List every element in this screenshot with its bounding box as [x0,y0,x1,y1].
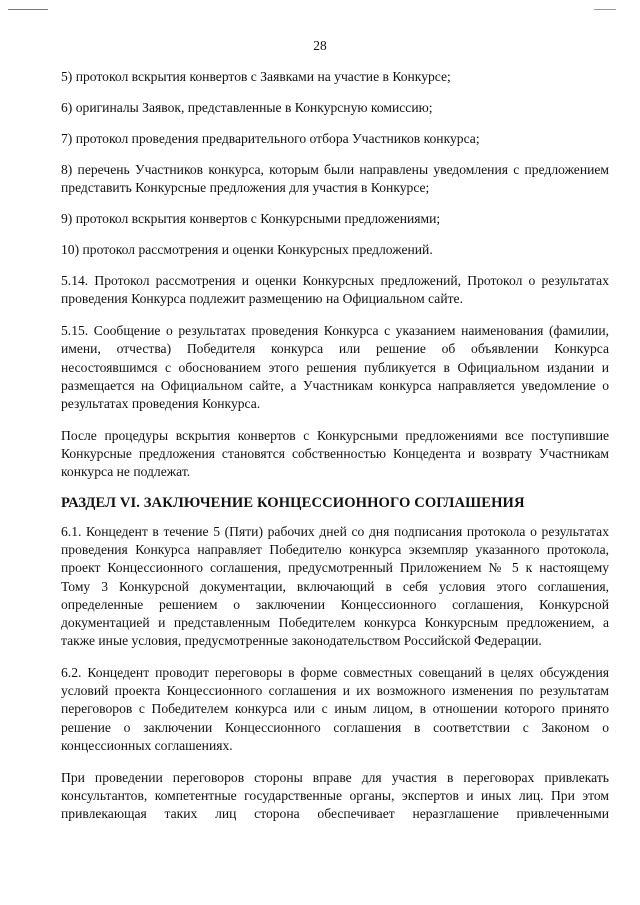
list-item: 8) перечень Участников конкурса, которым были направлены уведомления с предложением представить Конкурсные предложения для участия в Конкурсе; [61,162,609,196]
paragraph-5-14: 5.14. Протокол рассмотрения и оценки Конкурсных предложений, Протокол о результатах проведения Конкурса подлежит размещению на Официальном сайте. [61,273,609,307]
paragraph-5-15: 5.15. Сообщение о результатах проведения Конкурса с указанием наименования (фамилии, имени, отчества) Победителя конкурса или решение об объявлении Конкурса несостоявшимся с обоснованием этого решения публикуется в Официальном издании и размещается на Официальном сайте, а Участникам конкурса направляется уведомление о результатах проведения Конкурса. [61,323,609,412]
scan-edge-mark [594,9,616,10]
paragraph-6-2: 6.2. Концедент проводит переговоры в форме совместных совещаний в целях обсуждения условий проекта Концессионного соглашения и их возможного изменения по результатам переговоров с Победителем конкурса или с иным лицом, в отношении которого принято решение о заключении Концессионного соглашения в соответствии с Законом о концессионных соглашениях. [61,665,609,753]
page-number: 28 [313,38,327,53]
list-item: 5) протокол вскрытия конвертов с Заявками на участие в Конкурсе; [61,69,451,84]
section-heading: РАЗДЕЛ VI. ЗАКЛЮЧЕНИЕ КОНЦЕССИОННОГО СОГЛАШЕНИЯ [61,494,525,511]
scan-edge-mark [8,9,48,10]
paragraph-negotiations: При проведении переговоров стороны вправе для участия в переговорах привлекать консультантов, компетентные государственные органы, экспертов и иных лиц. При этом привлекающая таких лиц сторона обеспечивает неразглашение привлеченными [61,769,609,822]
list-item: 10) протокол рассмотрения и оценки Конкурсных предложений. [61,242,433,258]
list-item: 9) протокол вскрытия конвертов с Конкурсными предложениями; [61,211,441,227]
paragraph-6-1: 6.1. Концедент в течение 5 (Пяти) рабочих дней со дня подписания протокола о результатах проведения Конкурса направляет Победителю конкурса экземпляр указанного протокола, проект Концессионного соглашения, предусмотренный Приложением № 5 к настоящему Тому 3 Конкурсной документации, включающий в себя условия этого соглашения, определенные решением о заключении Концессионного соглашения, Конкурсной документацией и представленным Победителем конкурса Конкурсным предложением, а также иные условия, предусмотренные законодательством Российской Федерации. [61,524,609,649]
list-item: 7) протокол проведения предварительного отбора Участников конкурса; [61,131,480,146]
list-item: 6) оригиналы Заявок, представленные в Конкурсную комиссию; [61,100,433,115]
paragraph-after-opening: После процедуры вскрытия конвертов с Конкурсными предложениями все поступившие Конкурсные предложения становятся собственностью Концедента и возврату Участникам конкурса не подлежат. [61,427,609,480]
document-body [61,68,609,823]
